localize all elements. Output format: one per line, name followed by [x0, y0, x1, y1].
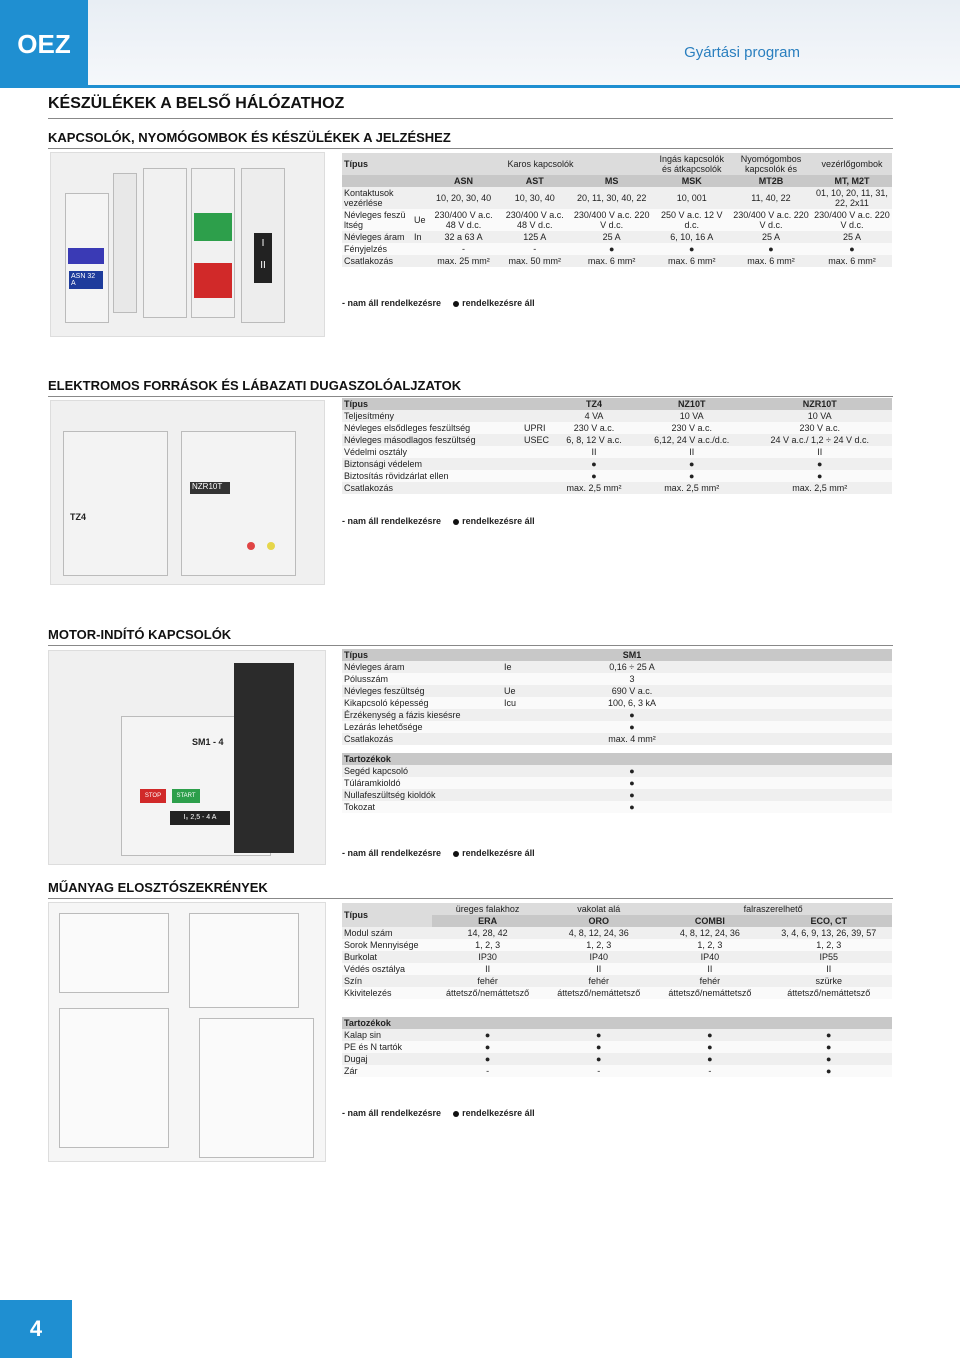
section-title-motor: MOTOR-INDÍTÓ KAPCSOLÓK — [48, 627, 232, 642]
header-bar — [0, 0, 960, 88]
legend: - nam áll rendelkezésre rendelkezésre áll — [342, 848, 535, 858]
motor-product-image — [48, 650, 326, 865]
green-button — [194, 213, 232, 241]
legend: - nam áll rendelkezésre rendelkezésre áll — [342, 516, 535, 526]
boxes-table: Típus üreges falakhoz vakolat alá falraszerelhető ERA ORO COMBI ECO, CT Modul szám 14, 28, 42 4, 8, 12, 24, 36 4, 8, 12, 24, 36 3, 4, 6, 9, 13, 26, 39, 57 Sorok Mennyisége 1, 2, 3 1, 2, 3 1, 2, 3 1, 2, 3 Burkolat IP30 IP40 IP40 IP55 Védés osztálya II II II II Szín fehér fehér fehér szürke Kkivitelezés áttetsző/nemáttetsző áttetsző/nemáttetsző áttetsző/nemáttetsző áttetsző/nemáttetsző Tartozékok Kalap sin ● ● ● ● PE és N tartók ● ● ● ● Dugaj ● ● ● ● Zár - - - ● — [342, 903, 892, 1077]
boxes-product-image — [48, 902, 326, 1162]
nzr-label: NZR10T — [190, 482, 230, 494]
legend: - nam áll rendelkezésre rendelkezésre áll — [342, 1108, 535, 1118]
start-button: START — [172, 789, 200, 803]
power-product-image — [50, 400, 325, 585]
section-title-power: ELEKTROMOS FORRÁSOK ÉS LÁBAZATI DUGASZOLÓALJZATOK — [48, 378, 462, 393]
legend: - nam áll rendelkezésre rendelkezésre áll — [342, 298, 535, 308]
section-divider — [48, 898, 893, 899]
oez-logo: OEZ — [0, 0, 88, 88]
section-title-boxes: MŰANYAG ELOSZTÓSZEKRÉNYEK — [48, 880, 268, 895]
section-divider — [48, 396, 893, 397]
section-divider — [48, 645, 893, 646]
section-title-switches: KAPCSOLÓK, NYOMÓGOMBOK ÉS KÉSZÜLÉKEK A JELZÉSHEZ — [48, 130, 451, 145]
header-divider — [88, 85, 960, 88]
current-range-label: I₀ 2,5 - 4 A — [170, 811, 230, 825]
header-title: Gyártási program — [684, 44, 800, 61]
page-number: 4 — [0, 1300, 72, 1358]
asn-lever — [68, 248, 104, 264]
title-divider — [48, 118, 893, 119]
red-button — [194, 263, 232, 298]
stop-button: STOP — [140, 789, 166, 803]
section-divider — [48, 148, 893, 149]
switches-product-image: ASN 32 A I II — [50, 152, 325, 337]
power-table: Típus TZ4 NZ10T NZR10T Teljesítmény 4 VA 10 VA 10 VA Névleges elsődleges feszültség UPRI 230 V a.c. 230 V a.c. 230 V a.c. Névleges másodlagos feszültség USEC 6, 8, 12 V a.c. 6,12, 24 V a.c./d.c. 24 V a.c./ 1,2 ÷ 24 V d.c. Védelmi osztály II II II Biztonsági védelem ● ● ● Biztosítás rövidzárlat ellen ● ● ● Csatlakozás max. 2,5 mm² max. 2,5 mm² max. 2,5 mm² — [342, 398, 892, 494]
motor-table: Típus SM1 Névleges áram Ie 0,16 ÷ 25 A Pólusszám 3 Névleges feszültség Ue 690 V a.c. Kikapcsoló képesség Icu 100, 6, 3 kA Érzékenység a fázis kiesésre ● Lezárás lehetősége ● Csatlakozás max. 4 mm² Tartozékok Segéd kapcsoló ● Túláramkioldó ● Nullafeszültség kioldók ● Tokozat ● — [342, 649, 892, 813]
tz4-label: TZ4 — [70, 512, 87, 522]
page-title: KÉSZÜLÉKEK A BELSŐ HÁLÓZATHOZ — [48, 95, 345, 112]
switches-table: Típus Karos kapcsolók Ingás kapcsolók és átkapcsolók Nyomógombos kapcsolók és vezérlőgombok ASN AST MS MSK MT2B MT, M2T Kontaktusok vezérlése 10, 20, 30, 40 10, 30, 40 20, 11, 30, 40, 22 10, 001 11, 40, 22 01, 10, 20, 11, 31, 22, 2x11 Névleges feszü ltség Ue 230/400 V a.c. 48 V d.c. 230/400 V a.c. 48 V d.c. 230/400 V a.c. 220 V d.c. 250 V a.c. 12 V d.c. 230/400 V a.c. 220 V d.c. 230/400 V a.c. 220 V d.c. Névleges áram In 32 a 63 A 125 A 25 A 6, 10, 16 A 25 A 25 A Fényjelzés - - ● ● ● ● Csatlakozás max. 25 mm² max. 50 mm² max. 6 mm² max. 6 mm² max. 6 mm² max. 6 mm² — [342, 153, 892, 267]
sm1-model-label: SM1 - 4 — [192, 737, 224, 747]
rocker-switch: I II — [254, 233, 272, 283]
